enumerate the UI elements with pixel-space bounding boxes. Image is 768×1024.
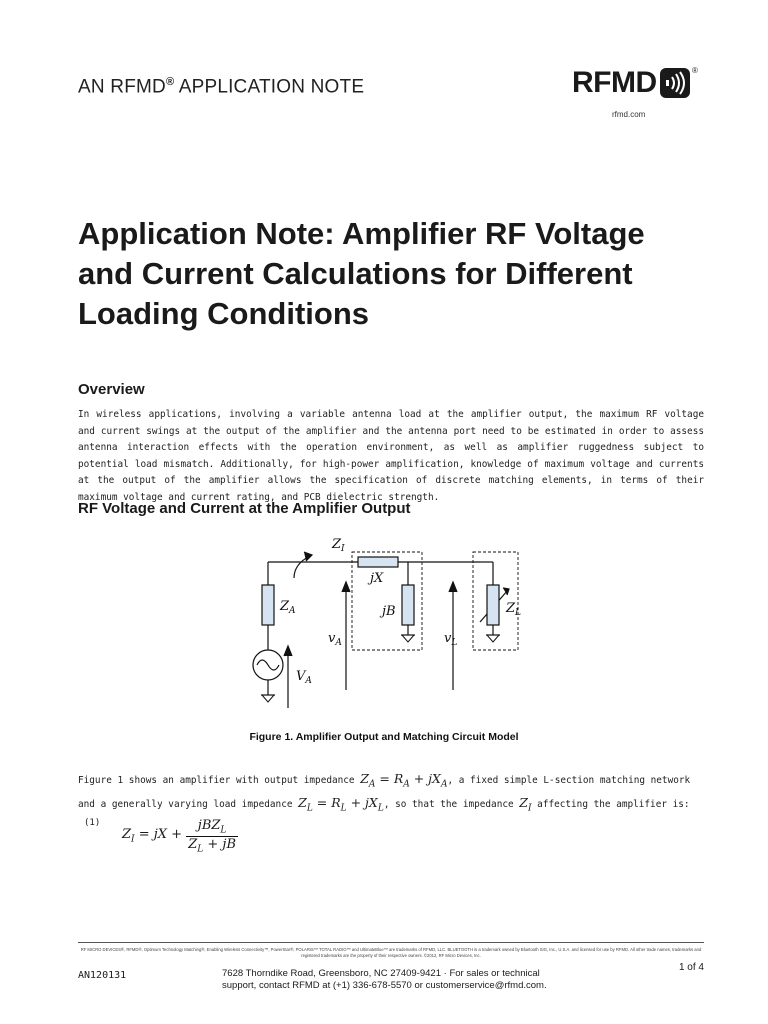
footer-address [222,968,582,992]
equation-number: (1) [84,818,101,828]
label-jb: jB [382,604,396,619]
equation-1: $Z_I$ = jX + $\frac{jBZ_L}{Z_L + jB}$ [122,818,236,855]
label-jx: jX [370,571,384,586]
label-zl: $Z_L$ [506,601,522,618]
figure-caption: Figure 1. Amplifier Output and Matching Circuit Model [249,731,519,743]
logo-reg-mark: ® [692,66,698,75]
para-text-1: Figure 1 shows an amplifier with output impedance [78,775,361,786]
math-zi: $Z_I$ [519,794,532,813]
math-za: $Z_A = R_A + jX_A$ [360,771,448,790]
math-zl: $Z_L = R_L + jX_L$ [298,794,384,813]
figure-description-paragraph [78,770,706,817]
equation-fraction: $\frac{jBZ_L}{Z_L + jB}$ [188,818,236,855]
label-va: $v_A$ [328,631,342,648]
circuit-diagram [248,530,528,720]
address-line-1: 7628 Thorndike Road, Greensboro, NC 27409-9421 · For sales or technical [222,968,540,979]
series-prefix: AN RFMD [78,76,166,98]
label-vl: $v_L$ [444,631,458,648]
overview-body: In wireless applications, involving a variable antenna load at the amplifier output, the maximum RF voltage and current swings at the output of the amplifier and the antenna port need to be estimated in order to assess antenna interaction effects with the operation environment, as well as amplifier ruggedness subject to potential load mismatch. Additionally, for high-power amplification, knowledge of maximum voltage and currents at the output of the amplifier allows the specification of discrete matching elements, in terms of their maximum voltage and current rating, and PCB dielectric strength. [78,409,704,503]
website-link[interactable]: rfmd.com [612,110,646,119]
page-title: Application Note: Amplifier RF Voltage and Current Calculations for Different Loading Conditions [78,216,645,331]
footer-legal-text: RF MICRO DEVICES®, RFMD®, Optimum Technology Matching®, Enabling Wireless Connectivity™, PowerStar®, POLARIS™ TOTAL RADIO™ and UltimateBlue™ are trademarks of RFMD, LLC. BLUETOOTH is a trademark owned by Bluetooth SIG, Inc., U.S.A. and licensed for use by RFMD. All other trade names, trademarks and registered trademarks are the property of their respective owners. ©2012, RF Micro Devices, Inc. [80,947,702,958]
support-email-link[interactable]: customerservice@rfmd.com [425,980,544,991]
address-line-2: support, contact RFMD at (+1) 336-678-5570 or customerservice@rfmd.com. [222,980,547,991]
para-text-4: affecting the amplifier is: [531,798,690,810]
series-label [78,76,364,98]
label-zi: $Z_I$ [332,537,345,554]
label-za: $Z_A$ [280,599,296,616]
footer-divider [78,942,704,943]
para-text-3: , so that the impedance [383,798,520,810]
page-number: 1 of 4 [678,962,704,973]
series-reg-mark: ® [165,76,175,88]
logo-wordmark: RFMD [572,66,657,99]
label-vsrc: $V_A$ [296,669,312,686]
para-text-2: , a fixed simple L-section matching network and a generally varying load impedance [78,775,691,810]
overview-heading: Overview [78,381,145,398]
section-heading-rf-voltage: RF Voltage and Current at the Amplifier Output [78,500,411,517]
rfmd-logo [572,66,702,102]
document-number: AN120131 [78,970,127,981]
series-suffix: APPLICATION NOTE [174,76,365,98]
logo-signal-icon [660,68,690,98]
